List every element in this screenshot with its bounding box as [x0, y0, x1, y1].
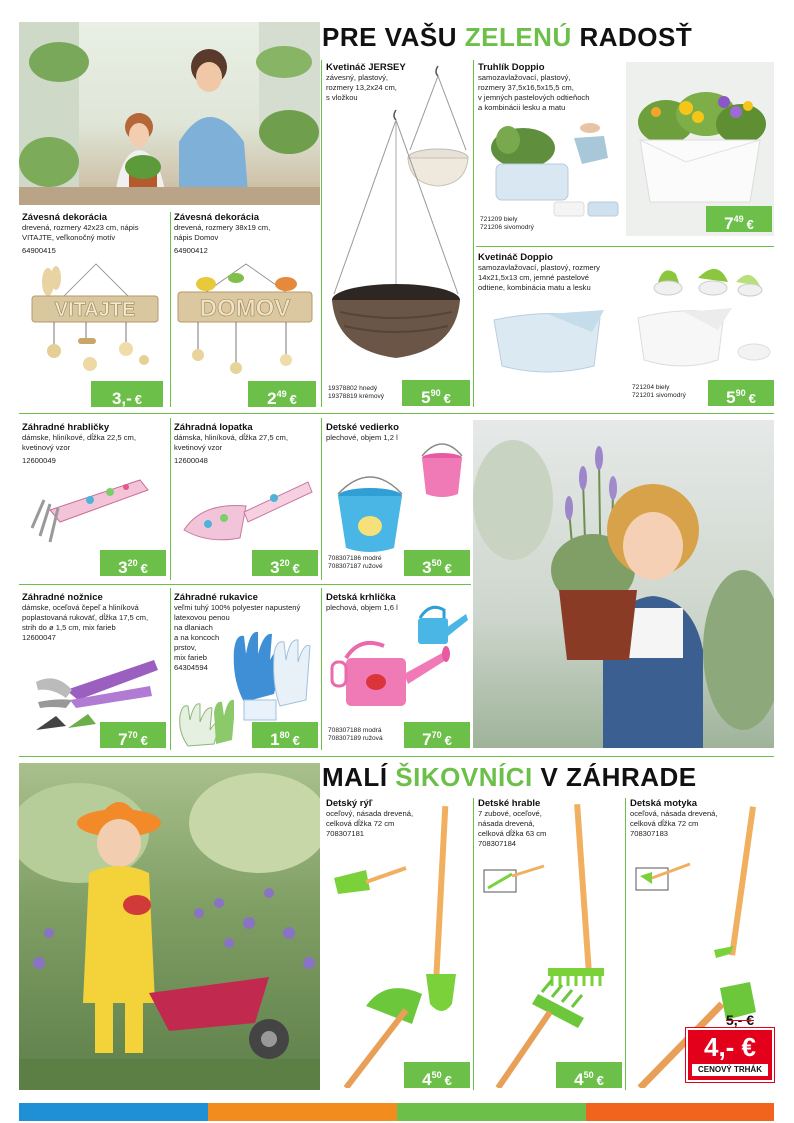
product-desc-line: VITAJTE, veľkonočný motív — [22, 233, 116, 242]
hand-trowel-image — [178, 472, 314, 548]
price-main: 7 — [118, 730, 128, 749]
product-name: Záhradná lopatka — [174, 422, 253, 433]
price-cents: 90 — [735, 388, 746, 398]
divider — [170, 588, 171, 750]
domov-sign-text: DOMOV — [199, 295, 291, 322]
price-main: 3 — [270, 558, 280, 577]
domov-decoration-image — [176, 260, 316, 380]
price-currency: € — [444, 1073, 452, 1088]
product-name: Truhlík Doppio — [478, 62, 545, 73]
product-desc-line: a kombinácii lesku a matu — [478, 103, 566, 112]
product-desc-line: 7 zubové, oceľové, — [478, 809, 542, 818]
price-currency: € — [746, 217, 754, 232]
price-currency: € — [140, 561, 148, 576]
price-tag — [404, 1062, 470, 1088]
product-hang-vitajte — [22, 212, 167, 407]
product-code: 12600047 — [22, 633, 56, 642]
product-desc-line: plechové, objem 1,2 l — [326, 433, 398, 442]
product-desc-line: oceľový, násada drevená, — [326, 809, 414, 818]
price-currency: € — [292, 561, 300, 576]
product-name: Detský rýľ — [326, 798, 373, 809]
product-vedierko — [326, 422, 471, 578]
product-motyka — [630, 798, 774, 1090]
price-currency: € — [444, 733, 452, 748]
price-tag — [708, 380, 774, 406]
price-cents: 90 — [430, 388, 441, 398]
divider — [170, 212, 171, 407]
vitajte-decoration-image — [26, 256, 166, 376]
product-name: Závesná dekorácia — [174, 212, 260, 223]
product-desc-line: nápis Domov — [174, 233, 219, 242]
price-main: 3 — [422, 558, 432, 577]
price-cents: 50 — [431, 558, 442, 568]
price-cents: 49 — [733, 214, 744, 224]
product-desc-line: na dlaniach — [174, 623, 213, 632]
photo-mother-daughter — [19, 22, 320, 205]
watering-can-image — [326, 596, 471, 724]
product-desc-line: strih do ø 1,5 cm, mix farieb — [22, 623, 116, 632]
product-code: 12600049 — [22, 456, 56, 465]
price-tag — [248, 381, 316, 407]
product-desc-line: poplastovaná rukoväť, dĺžka 17,5 cm, — [22, 613, 149, 622]
jersey-planter-image — [326, 62, 471, 382]
price-currency: € — [292, 733, 300, 748]
product-desc-line: samozavlažovací, plastový, rozmery — [478, 263, 600, 272]
product-desc-line: a na koncoch — [174, 633, 220, 642]
product-desc-line: 14x21,5x13 cm, jemné pastelové — [478, 273, 590, 282]
footer-stripe-green — [397, 1103, 586, 1121]
product-jersey — [326, 62, 471, 407]
product-desc-line: mix farieb — [174, 653, 207, 662]
product-hrable — [478, 798, 623, 1090]
price-cents: 20 — [279, 558, 290, 568]
price-currency: € — [443, 391, 451, 406]
price-main: 7 — [422, 730, 432, 749]
product-codes: 708307186 modré 708307187 ružové — [328, 555, 383, 570]
old-price: 5,- € — [726, 1012, 755, 1028]
kids-spade-image — [326, 798, 471, 1088]
price-main: 5 — [726, 388, 736, 407]
price-cents: 70 — [431, 730, 442, 740]
product-name: Detské hrable — [478, 798, 541, 809]
price-main: 4 — [422, 1070, 432, 1089]
price-tag — [252, 550, 318, 576]
price-currency: € — [140, 733, 148, 748]
product-desc-line: plechová, objem 1,6 l — [326, 603, 398, 612]
price-tag — [404, 550, 470, 576]
price-badge — [686, 1028, 774, 1082]
product-hang-domov — [174, 212, 319, 407]
price-main: 2 — [267, 389, 277, 408]
divider — [19, 756, 774, 757]
product-desc-line: s vložkou — [326, 93, 358, 102]
headline-top: PRE VAŠU ZELENÚ RADOSŤ — [322, 22, 693, 52]
divider — [321, 588, 322, 750]
product-desc-line: celková dĺžka 63 cm — [478, 829, 547, 838]
product-desc-line: latexovou penou — [174, 613, 230, 622]
footer-stripe-orange — [208, 1103, 397, 1121]
product-hrablicky — [22, 422, 167, 578]
product-name: Záhradné rukavice — [174, 592, 258, 603]
price-cents: 70 — [127, 730, 138, 740]
divider — [625, 798, 626, 1090]
product-desc-line: odtiene, kombinácia matu a lesku — [478, 283, 591, 292]
price-main: 1 — [270, 730, 280, 749]
product-code: 708307183 — [630, 829, 669, 838]
footer-stripe-blue — [19, 1103, 208, 1121]
divider — [19, 413, 774, 414]
product-lopatka — [174, 422, 319, 578]
product-desc-line: drevená, rozmery 38x19 cm, — [174, 223, 271, 232]
price-currency: € — [289, 392, 297, 407]
price-main: 4 — [574, 1070, 584, 1089]
price-currency: € — [596, 1073, 604, 1088]
product-desc-line: oceľová, násada drevená, — [630, 809, 718, 818]
divider — [170, 418, 171, 580]
product-code: 64900415 — [22, 246, 56, 255]
product-noznice — [22, 592, 167, 748]
price-main: 5 — [421, 388, 431, 407]
product-name: Detská motyka — [630, 798, 698, 809]
product-name: Závesná dekorácia — [22, 212, 108, 223]
product-desc-line: kvetinový vzor — [174, 443, 223, 452]
product-name: Detské vedierko — [326, 422, 399, 433]
product-desc-line: dámska, hliníková, dĺžka 27,5 cm, — [174, 433, 288, 442]
divider — [473, 798, 474, 1090]
divider — [476, 246, 774, 247]
price-currency: € — [444, 561, 452, 576]
product-krhlicka — [326, 592, 471, 748]
price-main: 7 — [724, 214, 734, 233]
kids-rake-image — [478, 798, 623, 1088]
photo-toddler-gardener — [19, 763, 320, 1090]
product-code: 708307184 — [478, 839, 517, 848]
product-desc-line: prstov, — [174, 643, 197, 652]
product-desc-line: veľmi tuhý 100% polyester napustený — [174, 603, 301, 612]
product-rukavice — [174, 592, 319, 748]
divider — [321, 418, 322, 580]
price-tag — [100, 722, 166, 748]
photo-white-planter — [626, 62, 774, 236]
price-badge-label: CENOVÝ TRHÁK — [692, 1064, 768, 1076]
product-code: 64304594 — [174, 663, 208, 672]
product-desc-line: kvetinový vzor — [22, 443, 71, 452]
truhlik-image — [478, 118, 624, 218]
product-desc-line: drevená, rozmery 42x23 cm, nápis — [22, 223, 139, 232]
price-tag — [404, 722, 470, 748]
product-desc-line: násada drevená, — [478, 819, 535, 828]
product-desc-line: dámske, hliníkové, dĺžka 22,5 cm, — [22, 433, 136, 442]
product-code: 12600048 — [174, 456, 208, 465]
price-main: 3 — [118, 558, 128, 577]
footer-stripe-orange-2 — [586, 1103, 774, 1121]
product-code: 64900412 — [174, 246, 208, 255]
product-name: Záhradné hrabličky — [22, 422, 110, 433]
kids-bucket-image — [330, 430, 470, 554]
product-ryl — [326, 798, 471, 1090]
product-desc-line: rozmery 37,5x16,5x15,5 cm, — [478, 83, 574, 92]
price-currency: € — [748, 391, 756, 406]
price-currency: € — [134, 392, 143, 407]
price-tag — [252, 722, 318, 748]
price-cents: 20 — [127, 558, 138, 568]
divider — [321, 60, 322, 407]
product-desc-line: dámske, oceľová čepeľ a hliníková — [22, 603, 139, 612]
price-tag — [402, 380, 470, 406]
price-tag — [100, 550, 166, 576]
vitajte-sign-text: VITAJTE — [54, 299, 136, 321]
kvetinac-doppio-image — [488, 252, 774, 392]
product-kvetinac-doppio — [478, 252, 774, 407]
price-cents: 50 — [431, 1070, 442, 1080]
price-cents: 80 — [279, 730, 290, 740]
product-desc-line: samozavlažovací, plastový, — [478, 73, 571, 82]
product-name: Kvetináč Doppio — [478, 252, 553, 263]
price-main: 3,- — [111, 389, 132, 408]
price-tag — [556, 1062, 622, 1088]
price-tag — [706, 206, 772, 232]
price-tag — [91, 381, 163, 407]
product-desc-line: rozmery 13,2x24 cm, — [326, 83, 397, 92]
photo-girl-lavender — [473, 420, 774, 748]
product-name: Detská krhlička — [326, 592, 396, 603]
product-code: 708307181 — [326, 829, 365, 838]
divider — [473, 60, 474, 407]
product-name: Kvetináč JERSEY — [326, 62, 406, 73]
headline-bottom: MALÍ ŠIKOVNÍCI V ZÁHRADE — [322, 762, 697, 792]
product-desc-line: v jemných pastelových odtieňoch — [478, 93, 590, 102]
product-name: Záhradné nožnice — [22, 592, 103, 603]
product-codes: 721204 biely 721201 sivomodrý — [632, 384, 686, 399]
new-price: 4,- € — [703, 1032, 757, 1062]
product-codes: 721209 biely 721206 sivomodrý — [480, 216, 534, 231]
hand-rake-image — [30, 470, 160, 550]
divider — [19, 584, 471, 585]
product-desc-line: závesný, plastový, — [326, 73, 389, 82]
product-codes: 19378802 hnedý 19378819 krémový — [328, 385, 385, 400]
product-codes: 708307188 modrá 708307189 ružová — [328, 727, 383, 742]
product-desc-line: celková dĺžka 72 cm — [630, 819, 699, 828]
product-desc-line: celková dĺžka 72 cm — [326, 819, 395, 828]
price-cents: 49 — [276, 389, 287, 399]
price-cents: 50 — [583, 1070, 594, 1080]
